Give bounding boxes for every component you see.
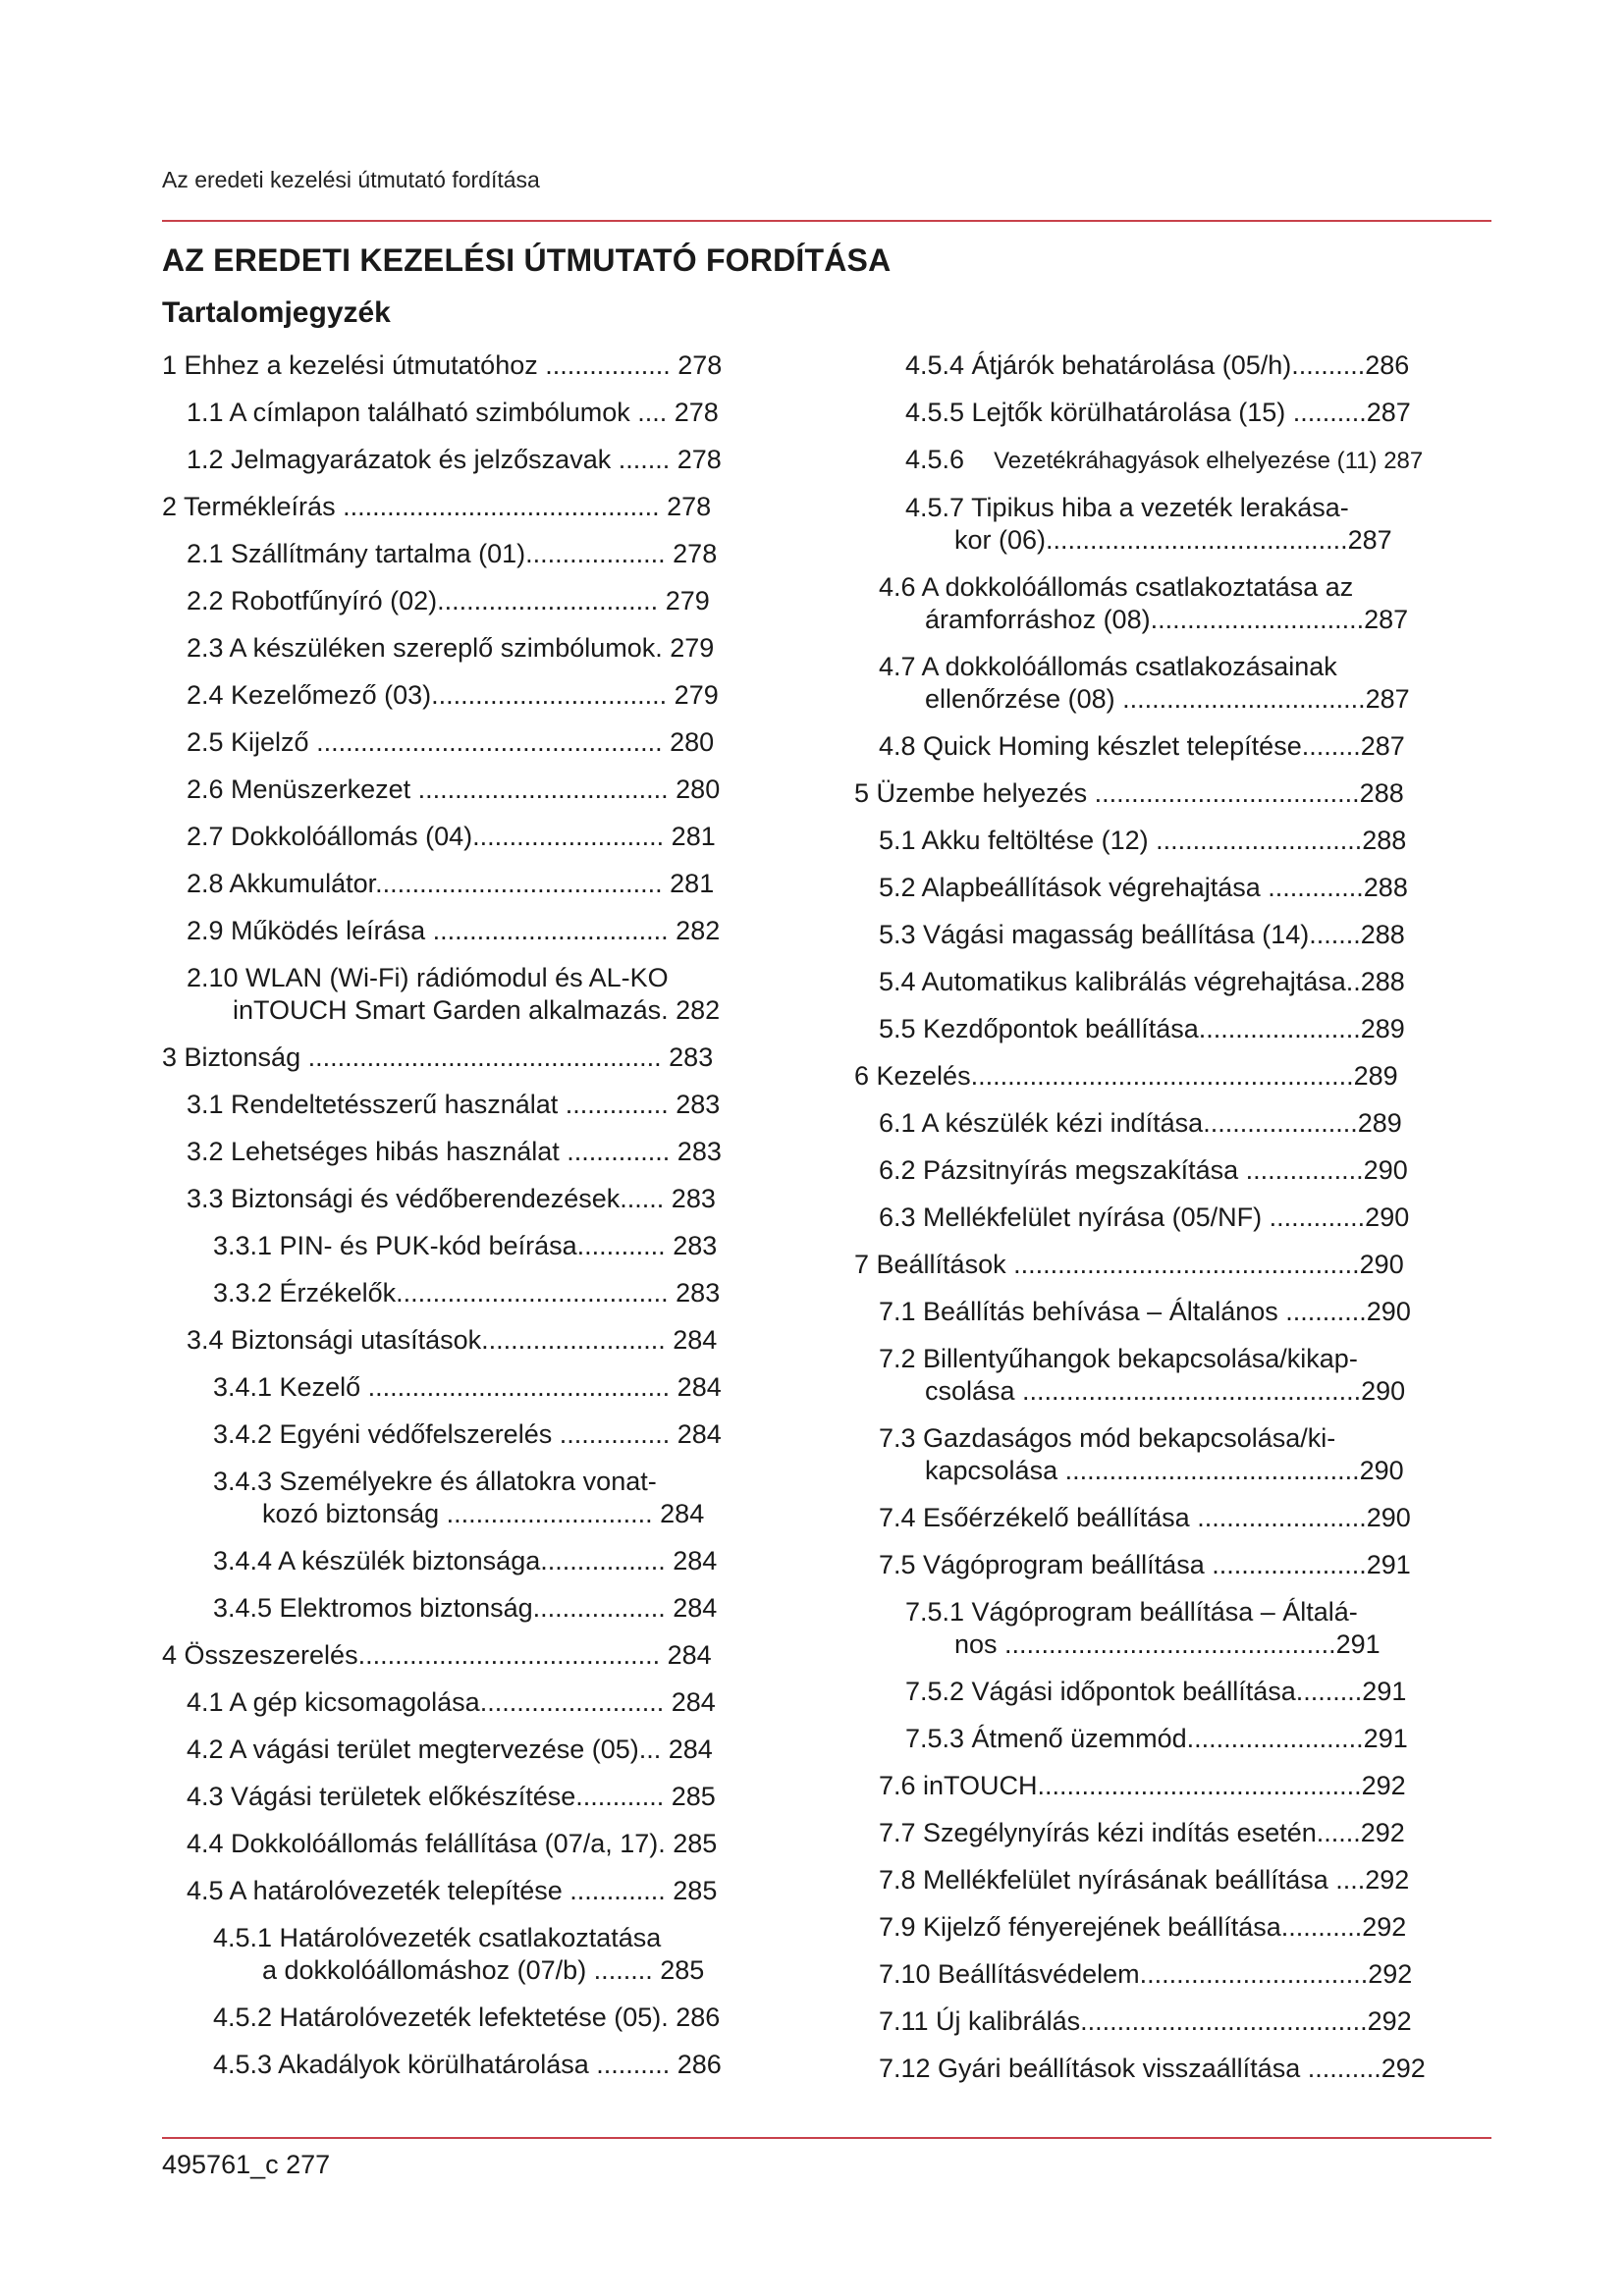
toc-entry[interactable]: [854, 1060, 1492, 1093]
toc-entry[interactable]: [854, 1154, 1492, 1187]
toc-entry[interactable]: [854, 397, 1492, 429]
toc-entry[interactable]: [162, 1828, 810, 1860]
toc-entry[interactable]: [854, 651, 1492, 716]
toc-entry[interactable]: [162, 397, 810, 429]
toc-heading: Tartalomjegyzék: [162, 296, 391, 329]
toc-entry[interactable]: [854, 1596, 1492, 1661]
toc-entry-text: 4.5.1 Határolóvezeték csatlakoztatása: [213, 1923, 662, 1952]
toc-entry-text: 2.8 Akkumulátor....................................... 281: [187, 869, 715, 898]
toc-entry[interactable]: [162, 1089, 810, 1121]
toc-entry[interactable]: [162, 1734, 810, 1766]
toc-entry-text: 2.2 Robotfűnyíró (02).............................. 279: [187, 586, 710, 615]
toc-entry-text: 7.4 Esőérzékelő beállítása .......................290: [879, 1503, 1411, 1532]
toc-entry-text: 2.9 Működés leírása ................................ 282: [187, 916, 721, 945]
toc-entry-text: 3 Biztonság ................................................ 283: [162, 1042, 714, 1072]
toc-entry-text: 7.5.1 Vágóprogram beállítása – Általá-: [905, 1597, 1358, 1627]
toc-entry[interactable]: [162, 1922, 810, 1987]
toc-entry-text: 7.5.2 Vágási időpontok beállítása.........291: [905, 1677, 1407, 1706]
toc-entry-text: 5.2 Alapbeállítások végrehajtása .............288: [879, 873, 1408, 902]
toc-entry-text: 4.1 A gép kicsomagolása......................... 284: [187, 1687, 716, 1717]
toc-entry-text: 5.4 Automatikus kalibrálás végrehajtása..288: [879, 967, 1405, 996]
toc-entry-text: 4.5.7 Tipikus hiba a vezeték lerakása-: [905, 493, 1349, 522]
toc-entry-text: 6.2 Pázsitnyírás megszakítása ................290: [879, 1155, 1408, 1185]
toc-entry[interactable]: [854, 1249, 1492, 1281]
toc-entry-text: 4.5.2 Határolóvezeték lefektetése (05). 286: [213, 2002, 721, 2032]
toc-entry-continuation: csolása ..............................................290: [925, 1376, 1406, 1406]
toc-entry[interactable]: [854, 444, 1492, 477]
toc-entry[interactable]: [854, 825, 1492, 857]
toc-entry-continuation: inTOUCH Smart Garden alkalmazás. 282: [233, 995, 721, 1025]
toc-entry-text: 7.9 Kijelző fényerejének beállítása...........292: [879, 1912, 1407, 1942]
toc-entry[interactable]: [162, 1545, 810, 1577]
toc-entry[interactable]: [854, 1296, 1492, 1328]
toc-entry[interactable]: [162, 1136, 810, 1168]
toc-entry-text: 2.4 Kezelőmező (03)................................ 279: [187, 680, 719, 710]
toc-entry[interactable]: [162, 2002, 810, 2034]
toc-entry[interactable]: [162, 1418, 810, 1451]
toc-entry-text: 7.11 Új kalibrálás.......................................292: [879, 2006, 1412, 2036]
toc-entry[interactable]: [162, 821, 810, 853]
toc-entry[interactable]: [854, 2005, 1492, 2038]
toc-entry-continuation: a dokkolóállomáshoz (07/b) ........ 285: [262, 1955, 705, 1985]
toc-entry[interactable]: [162, 1686, 810, 1719]
toc-entry-text: 7.7 Szegélynyírás kézi indítás esetén......292: [879, 1818, 1405, 1847]
toc-entry[interactable]: [162, 1639, 810, 1672]
running-header: Az eredeti kezelési útmutató fordítása: [162, 167, 540, 192]
toc-entry-text: 3.4.1 Kezelő ......................................... 284: [213, 1372, 722, 1402]
toc-entry-text: 4.4 Dokkolóállomás felállítása (07/a, 17). 285: [187, 1829, 718, 1858]
toc-entry[interactable]: [162, 868, 810, 900]
toc-entry-text: 4.5.6: [905, 445, 965, 474]
toc-entry-text: 4 Összeszerelés......................................... 284: [162, 1640, 712, 1670]
toc-entry-text: 3.4.2 Egyéni védőfelszerelés ............... 284: [213, 1419, 722, 1449]
toc-entry[interactable]: [854, 571, 1492, 636]
toc-entry-text: 5.5 Kezdőpontok beállítása......................289: [879, 1014, 1405, 1043]
toc-entry[interactable]: [854, 1770, 1492, 1802]
toc-entry-continuation: kapcsolása ........................................290: [925, 1456, 1404, 1485]
toc-entry[interactable]: [162, 1781, 810, 1813]
document-title: AZ EREDETI KEZELÉSI ÚTMUTATÓ FORDÍTÁSA: [162, 242, 892, 278]
toc-entry-text: 1.1 A címlapon található szimbólumok .... 278: [187, 398, 719, 427]
toc-entry[interactable]: [854, 2053, 1492, 2085]
toc-entry-text: 7.8 Mellékfelület nyírásának beállítása ....292: [879, 1865, 1410, 1895]
toc-entry[interactable]: [854, 492, 1492, 557]
toc-entry[interactable]: [162, 1466, 810, 1530]
toc-entry-title-small: Vezetékráhagyások elhelyezése (11) 287: [994, 448, 1424, 474]
toc-entry-continuation: ellenőrzése (08) .................................287: [925, 684, 1410, 714]
header-rule: [162, 220, 1491, 222]
toc-entry[interactable]: [854, 349, 1492, 382]
toc-entry-continuation: kor (06).........................................287: [954, 525, 1392, 555]
toc-entry-text: 4.5.4 Átjárók behatárolása (05/h)..........286: [905, 350, 1410, 380]
toc-entry-text: 7.5.3 Átmenő üzemmód........................291: [905, 1724, 1408, 1753]
toc-entry[interactable]: [854, 730, 1492, 763]
toc-entry[interactable]: [854, 1201, 1492, 1234]
toc-entry-continuation: nos .............................................291: [954, 1629, 1380, 1659]
toc-entry[interactable]: [854, 1817, 1492, 1849]
toc-entry-text: 7 Beállítások ...............................................290: [854, 1250, 1404, 1279]
toc-entry[interactable]: [854, 1911, 1492, 1944]
toc-entry-text: 3.3 Biztonsági és védőberendezések...... 283: [187, 1184, 716, 1213]
toc-entry-text: 7.1 Beállítás behívása – Általános ...........290: [879, 1297, 1411, 1326]
toc-entry[interactable]: [162, 444, 810, 476]
toc-entry[interactable]: [162, 1041, 810, 1074]
toc-entry[interactable]: [162, 679, 810, 712]
toc-entry-text: 7.6 inTOUCH............................................292: [879, 1771, 1406, 1800]
toc-entry-text: 4.6 A dokkolóállomás csatlakoztatása az: [879, 572, 1354, 602]
toc-entry-text: 2.5 Kijelző ............................................... 280: [187, 727, 715, 757]
toc-entry[interactable]: [854, 1549, 1492, 1581]
toc-entry[interactable]: [162, 774, 810, 806]
toc-entry-text: 5.1 Akku feltöltése (12) ............................288: [879, 826, 1407, 855]
toc-entry-text: 4.5.5 Lejtők körülhatárolása (15) ..........287: [905, 398, 1411, 427]
toc-entry[interactable]: [162, 1371, 810, 1404]
toc-entry-text: 4.5.3 Akadályok körülhatárolása .......... 286: [213, 2050, 722, 2079]
toc-entry[interactable]: [854, 872, 1492, 904]
toc-entry[interactable]: [854, 1107, 1492, 1140]
toc-entry[interactable]: [854, 1502, 1492, 1534]
toc-entry[interactable]: [854, 966, 1492, 998]
toc-entry-text: 4.8 Quick Homing készlet telepítése........287: [879, 731, 1405, 761]
toc-entry-text: 7.5 Vágóprogram beállítása .....................291: [879, 1550, 1411, 1579]
toc-entry-text: 6.1 A készülék kézi indítása.....................289: [879, 1108, 1402, 1138]
toc-entry-text: 6 Kezelés....................................................289: [854, 1061, 1398, 1091]
toc-entry-text: 2.10 WLAN (Wi-Fi) rádiómodul és AL-KO: [187, 963, 669, 992]
toc-entry[interactable]: [162, 538, 810, 570]
toc-entry[interactable]: [162, 2049, 810, 2081]
toc-entry-text: 3.2 Lehetséges hibás használat .............. 283: [187, 1137, 722, 1166]
toc-entry-text: 4.3 Vágási területek előkészítése............ 285: [187, 1782, 716, 1811]
toc-entry[interactable]: [854, 1864, 1492, 1896]
toc-entry-text: 4.2 A vágási terület megtervezése (05)... 284: [187, 1735, 713, 1764]
toc-entry-text: 3.3.1 PIN- és PUK-kód beírása............ 283: [213, 1231, 718, 1260]
toc-entry-text: 3.4.5 Elektromos biztonság.................. 284: [213, 1593, 718, 1623]
toc-entry-text: 1 Ehhez a kezelési útmutatóhoz ................. 278: [162, 350, 723, 380]
toc-entry-text: 3.4.3 Személyekre és állatokra vonat-: [213, 1467, 657, 1496]
toc-entry[interactable]: [162, 962, 810, 1027]
toc-entry-text: 3.1 Rendeltetésszerű használat .............. 283: [187, 1090, 721, 1119]
toc-entry[interactable]: [854, 1422, 1492, 1487]
toc-entry[interactable]: [162, 1592, 810, 1625]
toc-entry[interactable]: [162, 632, 810, 665]
toc-entry-text: 2.3 A készüléken szereplő szimbólumok. 279: [187, 633, 715, 663]
toc-entry[interactable]: [854, 1343, 1492, 1408]
page-footer: 495761_c 277: [162, 2150, 331, 2179]
toc-entry-text: 5 Üzembe helyezés ....................................288: [854, 778, 1404, 808]
toc-entry[interactable]: [162, 915, 810, 947]
toc-entry-text: 4.5 A határolóvezeték telepítése ............. 285: [187, 1876, 718, 1905]
toc-entry[interactable]: [854, 777, 1492, 810]
toc-entry-text: 7.12 Gyári beállítások visszaállítása ..........292: [879, 2054, 1426, 2083]
toc-entry[interactable]: [162, 726, 810, 759]
toc-entry[interactable]: [854, 1013, 1492, 1045]
toc-entry-continuation: kozó biztonság ............................ 284: [262, 1499, 705, 1528]
toc-entry-text: 2.1 Szállítmány tartalma (01)................... 278: [187, 539, 718, 568]
toc-entry[interactable]: [162, 1183, 810, 1215]
toc-entry[interactable]: [162, 349, 810, 382]
toc-entry-text: 3.4.4 A készülék biztonsága................. 284: [213, 1546, 718, 1575]
toc-entry-text: 1.2 Jelmagyarázatok és jelzőszavak ....... 278: [187, 445, 722, 474]
toc-entry-text: 3.3.2 Érzékelők..................................... 283: [213, 1278, 721, 1308]
toc-right-column: [854, 349, 1492, 2100]
toc-entry[interactable]: [162, 1230, 810, 1262]
toc-entry[interactable]: [162, 1875, 810, 1907]
toc-entry[interactable]: [162, 491, 810, 523]
toc-entry[interactable]: [854, 1723, 1492, 1755]
toc-entry-text: 2.7 Dokkolóállomás (04).......................... 281: [187, 822, 716, 851]
toc-entry-text: 5.3 Vágási magasság beállítása (14).......288: [879, 920, 1405, 949]
toc-left-column: [162, 349, 810, 2096]
toc-entry-text: 7.10 Beállításvédelem...............................292: [879, 1959, 1413, 1989]
toc-entry-text: 7.3 Gazdaságos mód bekapcsolása/ki-: [879, 1423, 1336, 1453]
toc-entry[interactable]: [162, 1277, 810, 1309]
toc-entry-text: 3.4 Biztonsági utasítások......................... 284: [187, 1325, 718, 1355]
toc-entry-text: 4.7 A dokkolóállomás csatlakozásainak: [879, 652, 1337, 681]
toc-entry-text: 7.2 Billentyűhangok bekapcsolása/kikap-: [879, 1344, 1358, 1373]
toc-entry[interactable]: [854, 1676, 1492, 1708]
toc-entry[interactable]: [162, 585, 810, 617]
toc-entry[interactable]: [854, 1958, 1492, 1991]
toc-entry[interactable]: [854, 919, 1492, 951]
toc-entry-text: 2.6 Menüszerkezet .................................. 280: [187, 774, 721, 804]
toc-entry-continuation: áramforráshoz (08).............................287: [925, 605, 1409, 634]
toc-entry-text: 2 Termékleírás ........................................... 278: [162, 492, 712, 521]
toc-entry[interactable]: [162, 1324, 810, 1357]
footer-rule: [162, 2137, 1491, 2139]
toc-entry-text: 6.3 Mellékfelület nyírása (05/NF) .............290: [879, 1202, 1410, 1232]
